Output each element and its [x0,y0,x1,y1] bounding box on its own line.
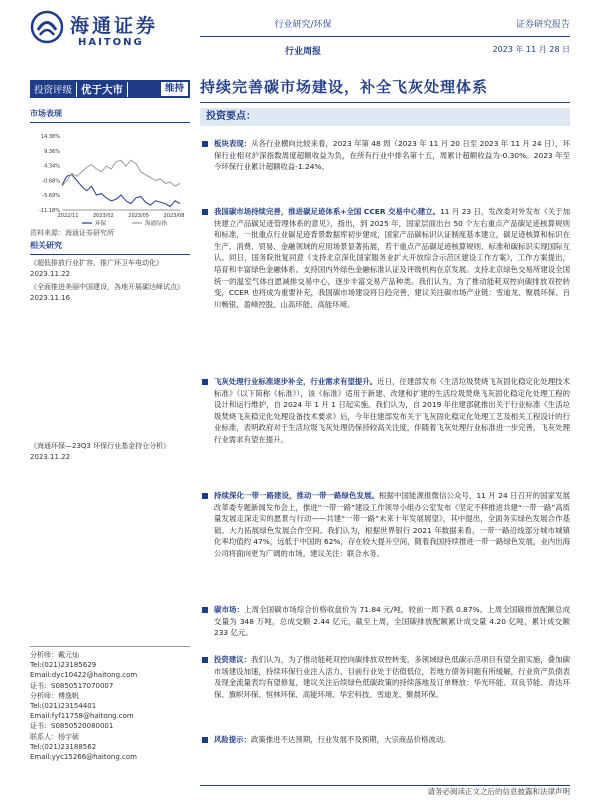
series-line-环保 [62,175,180,207]
bullet-carbon-price [200,604,570,639]
analyst-divider [30,646,190,647]
y-tick-label: -5.69% [42,193,60,200]
rating-change: 维持 [161,82,188,96]
analyst-line: Tel:(021)23188562 [30,742,97,751]
bullet-text: 政策推进不达预期，行业发展不及预期，大宗商品价格波动。 [250,735,451,744]
related-research [30,240,190,303]
market-section-title: 市场表现 [30,108,190,123]
legend-label: 海通综指 [145,221,168,227]
related-item[interactable]: 《超低排放行业扩容，推广环卫车电动化》2023.11.22 [30,259,163,278]
x-tick-label: 2023/08 [163,213,185,219]
bullet-text: 近日，住建部发布《生活垃圾焚烧飞灰固化稳定化处理技术标准》（以下简称《标准》），该《标准》适用于新建、改建和扩建的生活垃圾焚烧飞灰固化稳定化处理工程的设计和运行维护，自 2024 年 1 月 1 日起实施。我们认为，自 2019 年住建部就推出关于行业标准《生活垃圾焚烧飞灰稳定化处理设备技术要求》后，今年住建部发布关于飞灰固化稳定化处理工艺及相关工程设计的行业标准，表明政府对于生活垃圾飞灰处理仍保持较高关注度，伴随着飞灰处理行业标准进一步完善，飞灰处理行业需求有望在提升。 [214,377,570,444]
bullet-lead: 持续深化一带一路建设，推动一带一路绿色发展。 [214,491,379,500]
y-tick-label: -0.68% [42,178,60,185]
bullet-square-icon [202,493,208,499]
analyst-line: Tel:(021)23185629 [30,661,97,670]
bullet-carbon-market [200,206,570,310]
report-header [0,0,600,56]
analyst-info [30,646,190,762]
company-logo [30,10,180,50]
y-tick-label: 4.34% [44,163,60,170]
legend-label: 环保 [95,221,107,227]
report-type: 行业周报 [284,47,321,57]
bullet-lead: 风险提示： [214,735,251,744]
analyst-line: 联系人：杨宇硕 [30,732,79,741]
haitong-logo-icon [30,10,64,44]
analyst-line: 分析师：傅逸帆 [30,691,79,700]
analyst-email[interactable]: Email:dyc10422@haitong.com [30,671,138,680]
analyst-line: Tel:(021)23154401 [30,702,97,711]
x-tick-label: 2022/11 [57,213,79,219]
bullet-text: 根据中国能源报微信公众号，11 月 24 日召开的国家发展改革委专题新闻发布会上，推进“一带一路”建设工作领导小组办公室发布《坚定不移推进共建“一带一路”高质量发展走深走实的愿景与行动——共建“一带一路”未来十年发展展望》，其中提出，全面务实绿色发展合作基础。大力拓展绿色发展合作空间。我们认为，根据世界银行 2021 年数据来看，一带一路沿线部分城市城镇化率均值约 47%，远低于中国的 62%，存在较大提升空间，随着我国持续推进一带一路绿色发展，业内出海公司将面向更为广阔的市场。建议关注：联合水务。 [214,491,570,558]
footer-disclaimer: 请务必阅读正文之后的信息披露和法律声明 [427,787,570,796]
bullet-text: 我们认为，为了推动能耗双控向碳排放双控转变，多领域绿色低碳示范项目有望全面实施，叠加碳市场建设加速，持续环保行业注入活力，目前行业处于估值低位，若地方债务问题有所缓解，行业资产负债表及现金流量表均有望修复，建议关注后续绿色低碳政策的持续落地及订单释放：华光环能、双良节能、青达环保、旗帜环保、恒林环保、高能环境、华宏科技、雪迪龙、聚晨环保。 [214,655,570,699]
y-tick-label: -11.18% [39,208,60,214]
bullet-lead: 板块表现： [214,139,252,148]
doc-type: 证券研究报告 [515,20,570,30]
related-section-title: 相关研究 [30,240,190,255]
title-divider [200,102,570,103]
bullet-text: 从各行业横向比较来看，2023 年第 48 周（2023 年 11 月 20 日至 2023 年 11 月 24 日），环保行业相对沪深指数周度超额收益为负，在所有行业中排名第十五，周累计超额收益为-0.30%。2023 年至今环保行业累计超额收益-1.24%。 [214,139,570,172]
analyst-line: 证书：S0850520080001 [30,722,114,731]
x-tick-label: 2023/02 [92,213,114,219]
bullet-performance [200,138,570,173]
chart-source: 资料来源：海通证券研究所 [30,229,114,237]
market-chart [30,128,190,228]
bullet-belt-road [200,490,570,560]
y-tick-label: 14.38% [40,134,60,140]
header-divider [200,36,570,37]
bullet-risk [200,734,570,746]
analyst-line: 证书：S0850517070007 [30,681,114,690]
bullet-text: 上周全国碳市场综合价格收盘价为 71.84 元/吨，较前一周下跌 0.87%。上周全国碳排放配额总成交量为 348 万吨，总成交额 2.44 亿元，截至上周，全国碳排放配额累计成交量 4.20 亿吨，累计成交额 233 亿元。 [214,605,570,638]
logo-cn-text: 海通证券 [70,15,159,37]
report-date: 2023 年 11 月 28 日 [492,45,570,54]
related-item-extra[interactable]: 《海通环保—23Q3 环保行业基金持仓分析》2023.11.22 [30,442,171,461]
key-points-heading: 投资要点： [200,108,570,126]
rating-box [30,80,190,98]
bullet-square-icon [202,379,208,385]
rating-value: 优于大市 [76,82,128,97]
report-category: 行业研究/环保 [274,20,332,30]
bullet-square-icon [202,657,208,663]
bullet-lead: 飞灰处理行业标准逐步补全，行业需求有望提升。 [214,377,378,386]
y-tick-label: 9.36% [44,148,60,155]
analyst-email[interactable]: Email:fyf11758@haitong.com [30,712,134,721]
series-line-海通综指 [62,160,180,186]
bullet-lead: 投资建议： [214,655,252,664]
analyst-email[interactable]: Email:yyc15266@haitong.com [30,753,137,762]
bullet-investment-advice [200,654,570,700]
rating-label: 投资评级 [34,85,73,96]
logo-en-text: HAITONG [78,37,144,48]
x-tick-label: 2023/05 [128,213,150,219]
bullet-fly-ash [200,376,570,446]
bullet-square-icon [202,209,208,215]
bullet-square-icon [202,737,208,743]
related-item[interactable]: 《全面推进美丽中国建设，各地开展碳达峰试点》2023.11.16 [30,283,184,302]
sidebar [30,108,190,302]
bullet-text: 11 月 23 日，发改委对外发布《关于加快建立产品碳足迹管理体系的意见》，指出，到 2025 年，国家层面出台 50 个左右重点产品碳足迹核算规则和标准，一批重点行业碳足迹背景数据库初步建成，国家产品碳标识认证制度基本建立，碳足迹核算和标识在生产、消费、贸易、金融领域的应用场景显著拓展，若干重点产品碳足迹核算规则、标准和碳标识实现国际互认。同日，国务院批复同意《支持北京深化国家服务业扩大开放综合示范区建设工作方案》，工作方案提出，培育和丰富绿色金融体系。支持国内外绿色金融标准认证及评级机构在京发展。支持北京绿色交易所建设全国统一的温室气体自愿减排交易中心，逐步丰富交易产品种类。我们认为，为了推动能耗双控向碳排放双控转变，CCER 也将成为重要补充，我国碳市场建设将日趋完善，建议关注碳市场产业链：雪迪龙、聚晨环保、百川畅银、盈峰控股、山高环能、高能环境。 [214,207,570,309]
bullet-square-icon [202,141,208,147]
bullet-lead: 我国碳市场持续完善，推进碳足迹体系+全国 CCER 交易中心建立。 [214,207,441,216]
bullet-lead: 碳市场： [214,605,245,614]
bullet-square-icon [202,607,208,613]
page-title: 持续完善碳市场建设，补全飞灰处理体系 [200,78,489,96]
analyst-line: 分析师：戴元灿 [30,651,79,659]
